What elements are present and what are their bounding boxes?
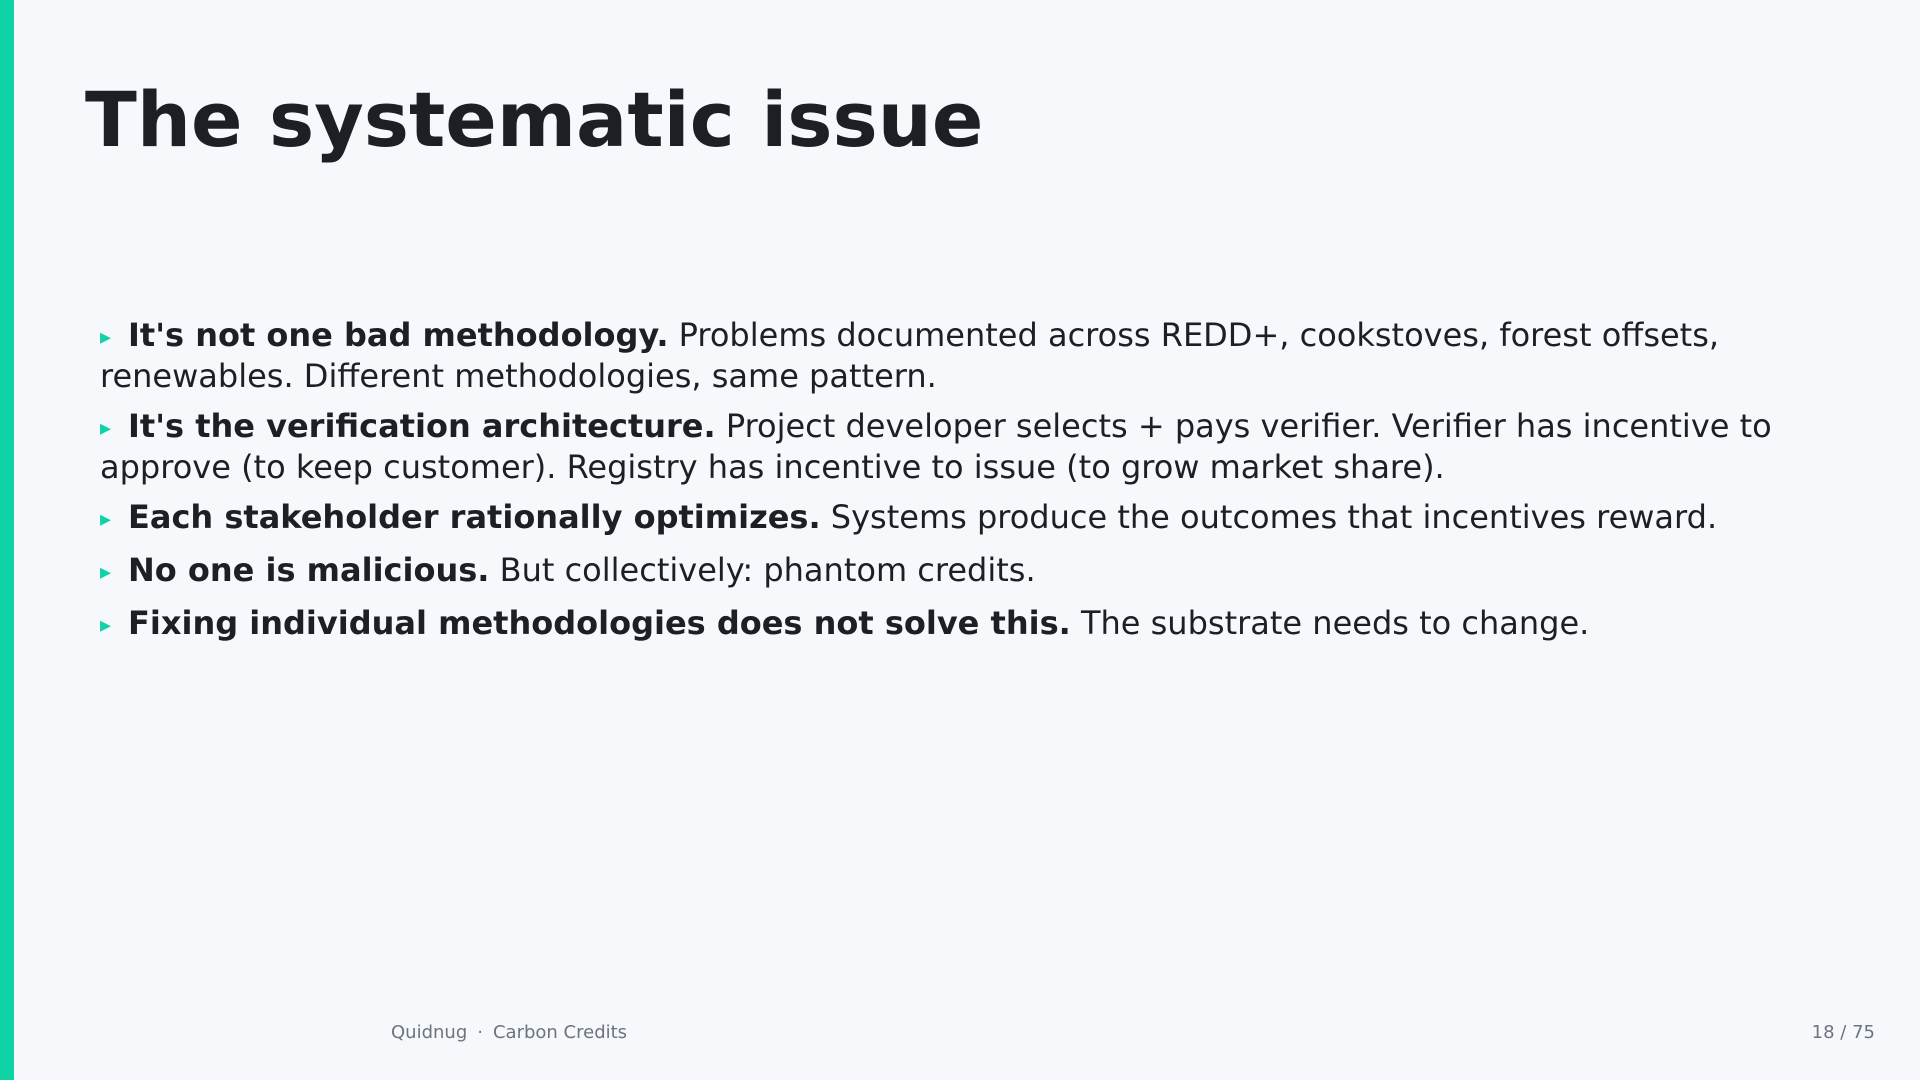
bullet-item-3 [100,498,1800,539]
bullet-text: Project developer selects + pays verifier. Verifier has incentive to approve (to keep customer). Registry has incentive to issue (to grow market share). [100,407,1772,486]
slide-title: The systematic issue [85,75,984,164]
bullet-text: Problems documented across REDD+, cookstoves, forest offsets, renewables. Different methodologies, same pattern. [100,316,1720,395]
bullet-item-1 [100,316,1800,395]
triangle-bullet-icon: ▸ [100,613,112,638]
bullet-text: Systems produce the outcomes that incentives reward. [820,498,1718,536]
triangle-bullet-icon: ▸ [100,507,112,532]
bullet-lead: It's the verification architecture. [128,407,716,445]
footer-deck-title: Carbon Credits [492,1022,628,1043]
bullet-lead: Fixing individual methodologies does not solve this. [128,604,1071,642]
triangle-bullet-icon: ▸ [100,325,112,350]
page-indicator: 18 / 75 [1811,1022,1875,1043]
triangle-bullet-icon: ▸ [100,416,112,441]
triangle-bullet-icon: ▸ [100,560,112,585]
bullet-text: The substrate needs to change. [1070,604,1590,642]
bullet-lead: No one is malicious. [128,551,490,589]
footer-deck-info [391,1022,627,1044]
bullet-lead: Each stakeholder rationally optimizes. [128,498,821,536]
footer-separator: · [477,1022,483,1043]
footer-brand: Quidnug [391,1022,468,1043]
bullet-list [100,316,1800,657]
bullet-item-2 [100,407,1800,486]
bullet-item-4 [100,551,1800,592]
bullet-text: But collectively: phantom credits. [489,551,1036,589]
bullet-lead: It's not one bad methodology. [128,316,669,354]
bullet-item-5 [100,604,1800,645]
accent-bar [0,0,14,1080]
